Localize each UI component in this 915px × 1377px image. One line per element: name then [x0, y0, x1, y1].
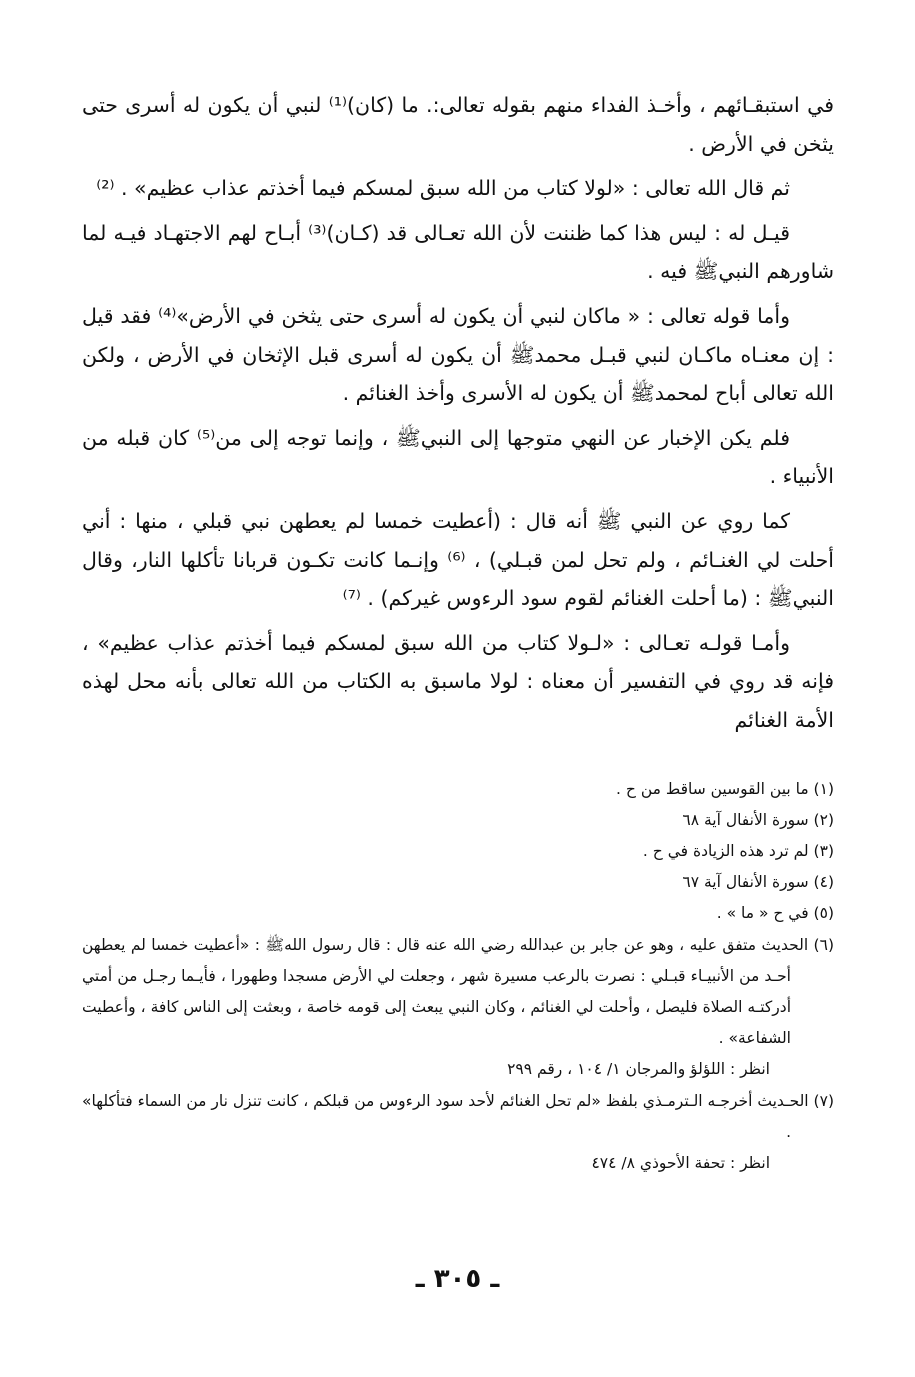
- paragraph-4: وأما قوله تعالى : « ماكان لنبي أن يكون له أسرى حتى يثخن في الأرض»⁽⁴⁾ فقد قيل : إن معنـاه ماكـان لنبي قبـل محمدﷺ أن يكون له أسرى قبل الإثخان في الأرض ، ولكن الله تعالى أباح لمحمدﷺ أن يكون له الأسرى وأخذ الغنائم .: [82, 303, 834, 406]
- paragraph-6: كما روي عن النبي ﷺ أنه قال : (أعطيت خمسا لم يعطهن نبي قبلي ، منها : أني أحلت لي الغنـائم ، ولم تحل لمن قبـلي) ، ⁽⁶⁾ وإنـما كانت تكـون قربانا تأكلها النار، وقال النبيﷺ : (ما أحلت الغنائم لقوم سود الرءوس غيركم) . ⁽⁷⁾: [82, 508, 834, 611]
- footnote-7-reference: انظر : تحفة الأحوذي ٨/ ٤٧٤: [591, 1153, 770, 1172]
- footnotes: [82, 774, 834, 1180]
- paragraph-2: ثم قال الله تعالى : «لولا كتاب من الله سبق لمسكم فيما أخذتم عذاب عظيم» . ⁽²⁾: [96, 176, 790, 201]
- page-content: [82, 86, 834, 1179]
- footnote-3: (٣) لم ترد هذه الزيادة في ح .: [642, 841, 834, 860]
- footnote-2: (٢) سورة الأنفال آية ٦٨: [682, 810, 834, 829]
- page-number: ـ ٣٠٥ ـ: [415, 1264, 500, 1294]
- footnote-7: (٧) الحـديث أخرجـه الـترمـذي بلفظ «لم تحل الغنائم لأحد سود الرءوس من قبلكم ، كانت تنزل نار من السماء فتأكلها» .: [82, 1091, 834, 1141]
- paragraph-7: وأمـا قولـه تعـالى : «لـولا كتاب من الله سبق لمسكم فيما أخذتم عذاب عظيم» ، فإنه قد روي في التفسير أن معناه : لولا ماسبق به الكتاب من الله تعالى بأنه محل لهذه الأمة الغنائم: [82, 630, 834, 732]
- footnote-6: (٦) الحديث متفق عليه ، وهو عن جابر بن عبدالله رضي الله عنه قال : قال رسول اللهﷺ : «أعطيت خمسا لم يعطهن أحـد من الأنبيـاء قبـلي : نصرت بالرعب مسيرة شهر ، وجعلت لي الأرض مسجدا وطهورا ، فأيـما رجـل من أمتي أدركتـه الصلاة فليصل ، وأحلت لي الغنائم ، وكان النبي يبعث إلى قومه خاصة ، وبعثت إلى الناس كافة ، وأعطيت الشفاعة» .: [82, 935, 834, 1048]
- paragraph-5: فلم يكن الإخبار عن النهي متوجها إلى النبيﷺ ، وإنما توجه إلى من⁽⁵⁾ كان قبله من الأنبياء .: [82, 425, 834, 489]
- footnote-1: (١) ما بين القوسين ساقط من ح .: [616, 779, 834, 798]
- main-text: [82, 86, 834, 740]
- footnote-5: (٥) في ح « ما » .: [716, 904, 834, 923]
- paragraph-1: في استبقـائهم ، وأخـذ الفداء منهم بقوله تعالى:. ما (كان)⁽¹⁾ لنبي أن يكون له أسرى حتى يثخن في الأرض .: [82, 93, 834, 156]
- paragraph-3: قيـل له : ليس هذا كما ظننت لأن الله تعـالى قد (كـان)⁽³⁾ أبـاح لهم الاجتهـاد فيـه لما شاورهم النبيﷺ فيه .: [82, 220, 834, 284]
- footnote-4: (٤) سورة الأنفال آية ٦٧: [682, 873, 834, 892]
- footnote-6-reference: انظر : اللؤلؤ والمرجان ١/ ١٠٤ ، رقم ٢٩٩: [507, 1060, 770, 1079]
